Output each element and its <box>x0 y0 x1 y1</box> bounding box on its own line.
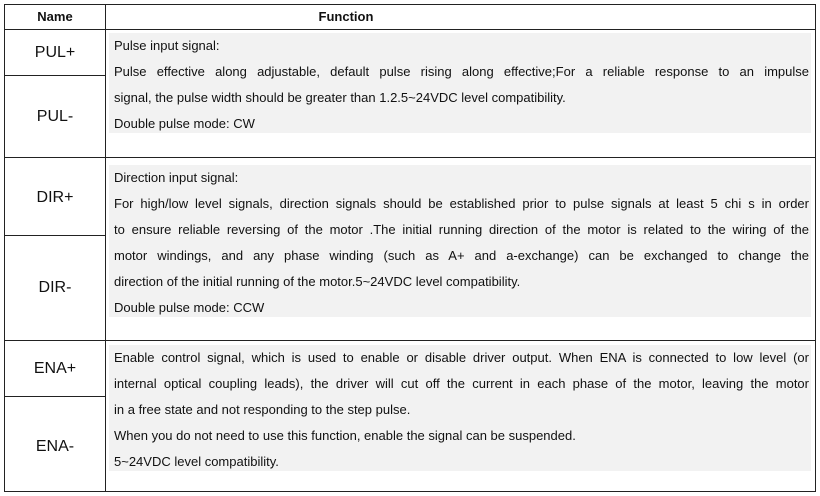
function-line: to ensure reliable reversing of the motor .The initial running direction of the motor is related to the wiring of the <box>114 222 809 237</box>
row-divider <box>5 340 815 341</box>
pin-dir-plus: DIR+ <box>36 189 74 206</box>
function-line: 5~24VDC level compatibility. <box>114 454 279 469</box>
pin-function-table <box>4 4 816 492</box>
header-function: Function <box>318 9 374 24</box>
function-line: Pulse effective along adjustable, default pulse rising along effective;For a reliable response to an impulse <box>114 64 809 79</box>
pin-divider <box>5 396 106 397</box>
function-pul <box>109 33 811 133</box>
header-name: Name <box>37 9 73 24</box>
pin-pul-minus: PUL- <box>36 108 74 125</box>
function-line: Enable control signal, which is used to enable or disable driver output. When ENA is connected to low level (or <box>114 350 809 365</box>
column-divider <box>105 5 106 491</box>
row-divider <box>5 157 815 158</box>
header-divider <box>5 29 815 30</box>
function-line: motor windings, and any phase winding (such as A+ and a-exchange) can be exchanged to change the <box>114 248 809 263</box>
function-line: in a free state and not responding to the step pulse. <box>114 402 411 417</box>
function-ena <box>109 345 811 471</box>
function-line: For high/low level signals, direction signals should be established prior to pulse signals at least 5 chi s in order <box>114 196 809 211</box>
function-line: Double pulse mode: CCW <box>114 300 265 315</box>
function-line: internal optical coupling leads), the driver will cut off the current in each phase of the motor, leaving the motor <box>114 376 809 391</box>
pin-divider <box>5 75 106 76</box>
function-line: Pulse input signal: <box>114 38 220 53</box>
function-line: direction of the initial running of the motor.5~24VDC level compatibility. <box>114 274 521 289</box>
function-line: signal, the pulse width should be greater than 1.2.5~24VDC level compatibility. <box>114 90 566 105</box>
pin-divider <box>5 235 106 236</box>
function-dir <box>109 165 811 317</box>
function-line: When you do not need to use this function, enable the signal can be suspended. <box>114 428 576 443</box>
pin-ena-plus: ENA+ <box>33 360 77 377</box>
pin-dir-minus: DIR- <box>38 279 72 296</box>
function-line: Direction input signal: <box>114 170 239 185</box>
pin-ena-minus: ENA- <box>35 438 75 455</box>
pin-pul-plus: PUL+ <box>34 44 76 61</box>
function-line: Double pulse mode: CW <box>114 116 255 131</box>
